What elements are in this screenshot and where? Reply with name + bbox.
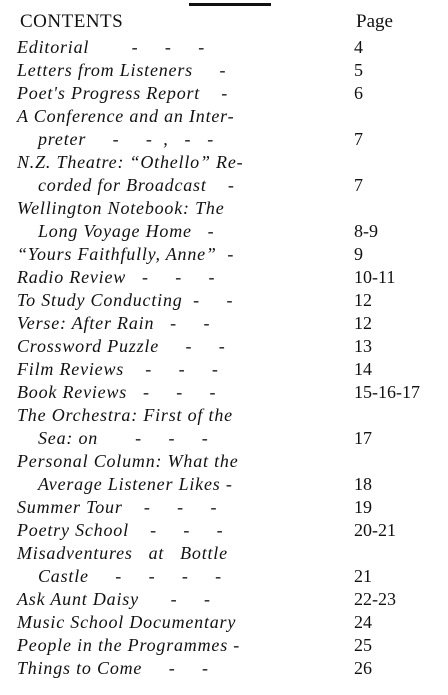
- entry-title: Wellington Notebook: The: [17, 198, 225, 218]
- entry-title: Poet's Progress Report -: [17, 83, 229, 103]
- entry-title: Ask Aunt Daisy - -: [17, 589, 211, 609]
- entry-title: Long Voyage Home -: [38, 221, 215, 241]
- contents-row: [0, 128, 448, 151]
- contents-row: [0, 496, 448, 519]
- contents-row: [0, 404, 448, 427]
- entry-page: 21: [354, 566, 372, 586]
- contents-row: [0, 358, 448, 381]
- top-rule: [189, 3, 271, 6]
- entry-page: 14: [354, 359, 372, 379]
- entry-title: corded for Broadcast -: [38, 175, 235, 195]
- contents-row: [0, 151, 448, 174]
- entry-page: 18: [354, 474, 372, 494]
- entry-title: “Yours Faithfully, Anne” -: [17, 244, 235, 264]
- entry-title: Sea: on - - -: [38, 428, 209, 448]
- entry-page: 6: [354, 83, 363, 103]
- entry-title: N.Z. Theatre: “Othello” Re-: [17, 152, 244, 172]
- entry-title: Misadventures at Bottle: [17, 543, 228, 563]
- entry-page: 25: [354, 635, 372, 655]
- entry-page: 20-21: [354, 520, 396, 540]
- contents-row: [0, 634, 448, 657]
- contents-header: [20, 11, 440, 34]
- contents-row: [0, 588, 448, 611]
- entry-title: Book Reviews - - -: [17, 382, 217, 402]
- entry-title: To Study Conducting - -: [17, 290, 234, 310]
- contents-row: [0, 289, 448, 312]
- entry-page: 26: [354, 658, 372, 678]
- entry-page: 5: [354, 60, 363, 80]
- contents-row: [0, 105, 448, 128]
- entry-title: Average Listener Likes -: [38, 474, 233, 494]
- entry-page: 24: [354, 612, 372, 632]
- entry-title: Poetry School - - -: [17, 520, 224, 540]
- entry-page: 4: [354, 37, 363, 57]
- entry-title: Crossword Puzzle - -: [17, 336, 226, 356]
- entry-page: 8-9: [354, 221, 378, 241]
- entry-title: Things to Come - -: [17, 658, 209, 678]
- contents-row: [0, 335, 448, 358]
- contents-row: [0, 611, 448, 634]
- contents-row: [0, 82, 448, 105]
- entry-title: Radio Review - - -: [17, 267, 216, 287]
- entry-page: 15-16-17: [354, 382, 420, 402]
- contents-list: [0, 36, 448, 680]
- contents-row: [0, 197, 448, 220]
- contents-row: [0, 266, 448, 289]
- contents-row: [0, 473, 448, 496]
- contents-row: [0, 174, 448, 197]
- entry-title: Personal Column: What the: [17, 451, 239, 471]
- entry-page: 7: [354, 129, 363, 149]
- page-column-label: Page: [356, 11, 393, 32]
- contents-row: [0, 427, 448, 450]
- entry-title: The Orchestra: First of the: [17, 405, 233, 425]
- entry-page: 10-11: [354, 267, 396, 287]
- contents-row: [0, 381, 448, 404]
- entry-page: 12: [354, 290, 372, 310]
- contents-title: CONTENTS: [20, 11, 124, 32]
- entry-title: A Conference and an Inter-: [17, 106, 235, 126]
- entry-title: Verse: After Rain - -: [17, 313, 211, 333]
- contents-row: [0, 312, 448, 335]
- entry-title: Summer Tour - - -: [17, 497, 218, 517]
- contents-row: [0, 243, 448, 266]
- contents-row: [0, 542, 448, 565]
- contents-row: [0, 59, 448, 82]
- entry-page: 12: [354, 313, 372, 333]
- entry-page: 17: [354, 428, 372, 448]
- entry-title: Film Reviews - - -: [17, 359, 219, 379]
- entry-title: People in the Programmes -: [17, 635, 241, 655]
- contents-row: [0, 519, 448, 542]
- contents-row: [0, 36, 448, 59]
- entry-page: 13: [354, 336, 372, 356]
- entry-title: Editorial - - -: [17, 37, 205, 57]
- contents-row: [0, 450, 448, 473]
- entry-title: preter - - , - -: [38, 129, 214, 149]
- contents-row: [0, 657, 448, 680]
- entry-title: Music School Documentary: [17, 612, 237, 632]
- entry-title: Castle - - - -: [38, 566, 222, 586]
- contents-row: [0, 220, 448, 243]
- entry-title: Letters from Listeners -: [17, 60, 227, 80]
- entry-page: 19: [354, 497, 372, 517]
- entry-page: 22-23: [354, 589, 396, 609]
- entry-page: 7: [354, 175, 363, 195]
- entry-page: 9: [354, 244, 363, 264]
- contents-row: [0, 565, 448, 588]
